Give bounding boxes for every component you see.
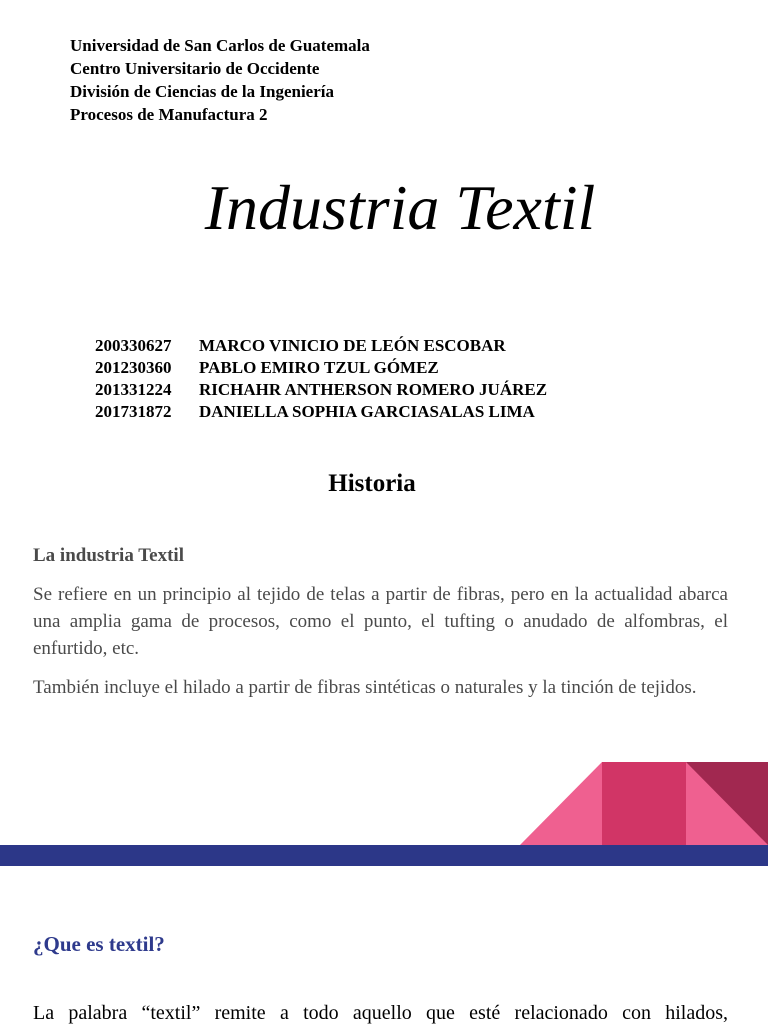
- student-name: DANIELLA SOPHIA GARCIASALAS LIMA: [199, 402, 535, 421]
- student-row: [95, 335, 547, 357]
- student-id: 201731872: [95, 402, 172, 421]
- student-id: 200330627: [95, 336, 172, 355]
- historia-paragraph-2: También incluye el hilado a partir de fibras sintéticas o naturales y la tinción de tejidos.: [33, 677, 697, 698]
- question-heading: ¿Que es textil?: [33, 932, 165, 956]
- navy-divider-band: [0, 845, 768, 866]
- subheading-industria: La industria Textil: [33, 545, 184, 566]
- student-row: [95, 401, 547, 423]
- student-row: [95, 357, 547, 379]
- document-title: Industria Textil: [204, 172, 596, 243]
- student-name: PABLO EMIRO TZUL GÓMEZ: [199, 358, 439, 377]
- pink-light-triangle: [520, 762, 602, 845]
- student-name: RICHAHR ANTHERSON ROMERO JUÁREZ: [199, 380, 548, 399]
- student-id: 201331224: [95, 380, 172, 399]
- institution-header: [70, 34, 370, 126]
- student-id: 201230360: [95, 358, 172, 377]
- student-name: MARCO VINICIO DE LEÓN ESCOBAR: [199, 336, 506, 355]
- decorative-triangles: [0, 760, 768, 846]
- section-heading-historia: Historia: [328, 470, 416, 497]
- textil-paragraph: La palabra “textil” remite a todo aquello que esté relacionado con hilados,: [33, 1002, 728, 1024]
- historia-paragraph-1: Se refiere en un principio al tejido de telas a partir de fibras, pero en la actualidad abarca una amplia gama de procesos, como el punto, el tufting o anudado de alfombras, el enfurtido, etc.: [33, 584, 728, 659]
- institution-line: División de Ciencias de la Ingeniería: [70, 82, 334, 101]
- institution-line: Universidad de San Carlos de Guatemala: [70, 36, 370, 55]
- student-list: [95, 335, 547, 423]
- institution-line: Centro Universitario de Occidente: [70, 59, 320, 78]
- pink-mid-square: [602, 762, 686, 845]
- institution-line: Procesos de Manufactura 2: [70, 105, 268, 124]
- student-row: [95, 379, 547, 401]
